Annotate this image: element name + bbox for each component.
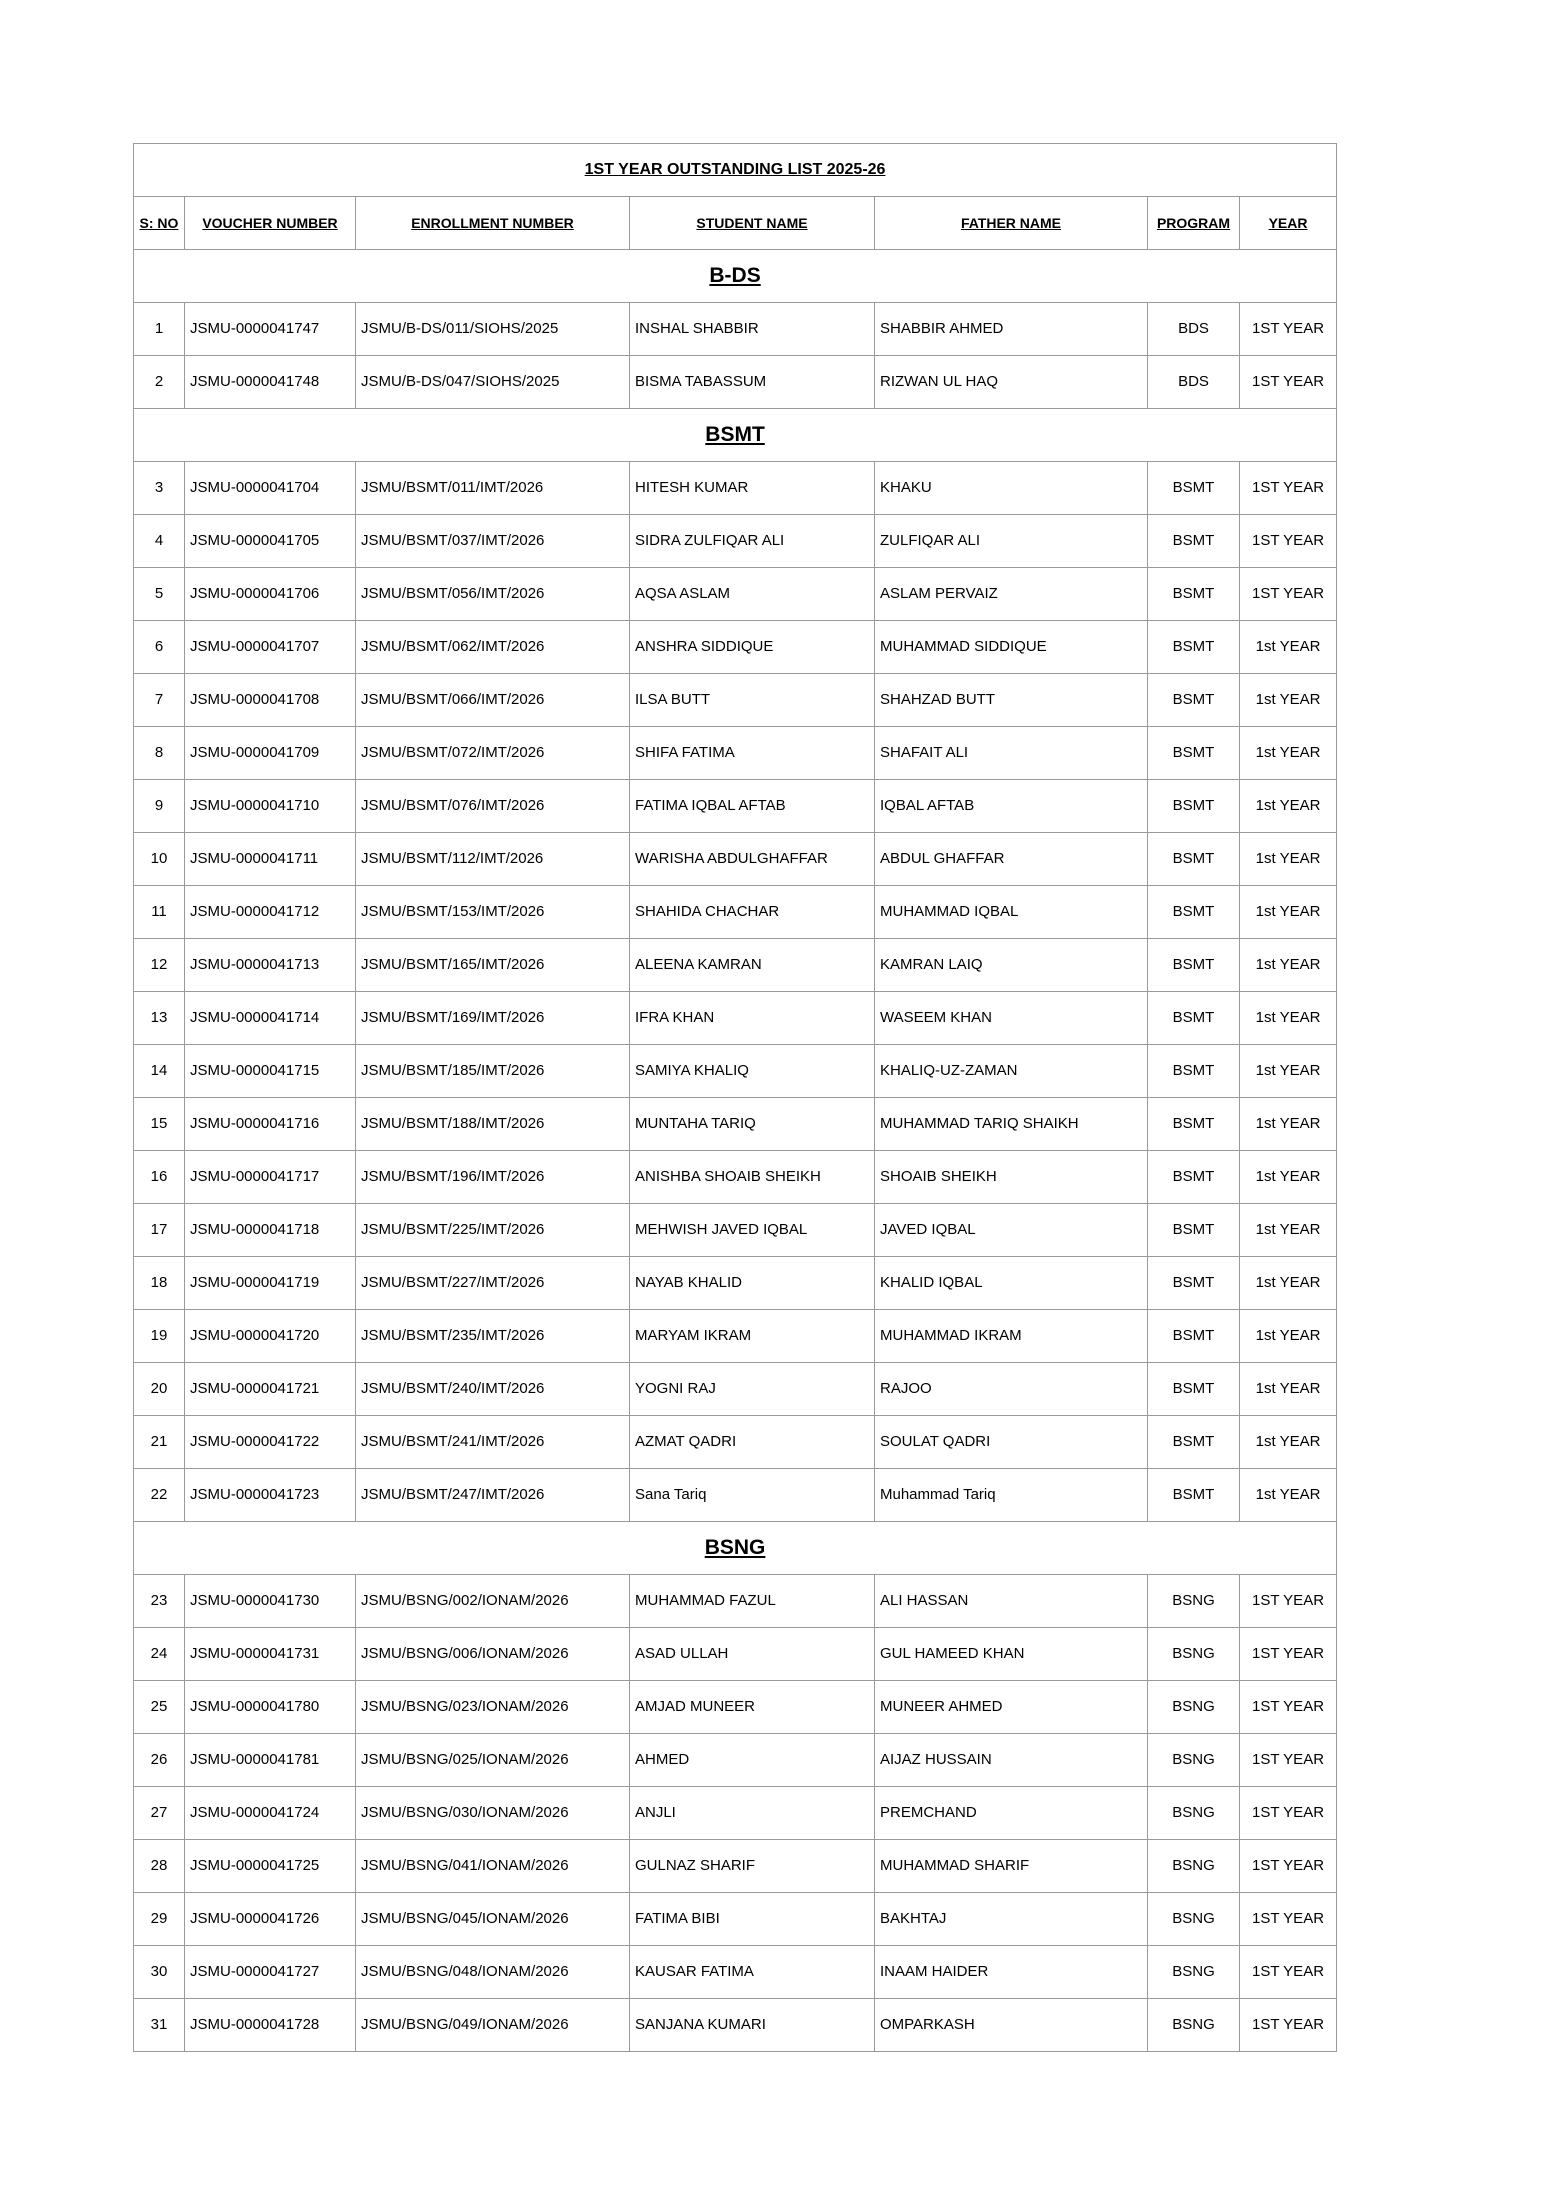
serial-number: 28 [134, 1840, 185, 1893]
serial-number: 7 [134, 674, 185, 727]
student-name: GULNAZ SHARIF [630, 1840, 875, 1893]
serial-number: 2 [134, 356, 185, 409]
program: BSNG [1148, 1999, 1240, 2052]
enrollment-number: JSMU/BSNG/023/IONAM/2026 [356, 1681, 630, 1734]
year: 1st YEAR [1240, 1469, 1337, 1522]
enrollment-number: JSMU/BSNG/025/IONAM/2026 [356, 1734, 630, 1787]
student-name: AZMAT QADRI [630, 1416, 875, 1469]
voucher-number: JSMU-0000041720 [185, 1310, 356, 1363]
father-name: SHAHZAD BUTT [875, 674, 1148, 727]
student-name: FATIMA IQBAL AFTAB [630, 780, 875, 833]
serial-number: 22 [134, 1469, 185, 1522]
father-name: BAKHTAJ [875, 1893, 1148, 1946]
enrollment-number: JSMU/BSMT/165/IMT/2026 [356, 939, 630, 992]
enrollment-number: JSMU/BSNG/006/IONAM/2026 [356, 1628, 630, 1681]
table-row [134, 356, 1337, 409]
serial-number: 29 [134, 1893, 185, 1946]
father-name: ZULFIQAR ALI [875, 515, 1148, 568]
father-name: WASEEM KHAN [875, 992, 1148, 1045]
father-name: SHAFAIT ALI [875, 727, 1148, 780]
table-row [134, 674, 1337, 727]
serial-number: 25 [134, 1681, 185, 1734]
year: 1ST YEAR [1240, 515, 1337, 568]
table-row [134, 780, 1337, 833]
enrollment-number: JSMU/BSNG/002/IONAM/2026 [356, 1575, 630, 1628]
year-header: YEAR [1240, 197, 1337, 250]
voucher-number: JSMU-0000041723 [185, 1469, 356, 1522]
year: 1st YEAR [1240, 1310, 1337, 1363]
enrollment-number: JSMU/BSMT/196/IMT/2026 [356, 1151, 630, 1204]
program: BSMT [1148, 939, 1240, 992]
year: 1ST YEAR [1240, 1946, 1337, 1999]
program: BSNG [1148, 1681, 1240, 1734]
table-row [134, 303, 1337, 356]
voucher-number: JSMU-0000041725 [185, 1840, 356, 1893]
enrollment-number: JSMU/BSMT/037/IMT/2026 [356, 515, 630, 568]
serial-number: 16 [134, 1151, 185, 1204]
table-row [134, 1098, 1337, 1151]
program: BSMT [1148, 780, 1240, 833]
father-name: INAAM HAIDER [875, 1946, 1148, 1999]
serial-number: 26 [134, 1734, 185, 1787]
voucher-number: JSMU-0000041718 [185, 1204, 356, 1257]
student-name: AMJAD MUNEER [630, 1681, 875, 1734]
table-row [134, 621, 1337, 674]
serial-number: 24 [134, 1628, 185, 1681]
student-name: ILSA BUTT [630, 674, 875, 727]
year: 1st YEAR [1240, 674, 1337, 727]
serial-number: 14 [134, 1045, 185, 1098]
father-name: SHABBIR AHMED [875, 303, 1148, 356]
student-name: ANJLI [630, 1787, 875, 1840]
program: BSNG [1148, 1840, 1240, 1893]
program: BSMT [1148, 833, 1240, 886]
serial-number: 12 [134, 939, 185, 992]
program: BSMT [1148, 992, 1240, 1045]
serial-number: 31 [134, 1999, 185, 2052]
voucher-number: JSMU-0000041707 [185, 621, 356, 674]
voucher-number: JSMU-0000041705 [185, 515, 356, 568]
year: 1st YEAR [1240, 1098, 1337, 1151]
program: BSMT [1148, 621, 1240, 674]
program: BSNG [1148, 1893, 1240, 1946]
year: 1ST YEAR [1240, 1681, 1337, 1734]
voucher-number: JSMU-0000041714 [185, 992, 356, 1045]
serial-number: 23 [134, 1575, 185, 1628]
enrollment-number: JSMU/BSNG/045/IONAM/2026 [356, 1893, 630, 1946]
serial-number: 20 [134, 1363, 185, 1416]
table-row [134, 1999, 1337, 2052]
student-name: ANISHBA SHOAIB SHEIKH [630, 1151, 875, 1204]
table-row [134, 1946, 1337, 1999]
year: 1st YEAR [1240, 1151, 1337, 1204]
enrollment-number-header: ENROLLMENT NUMBER [356, 197, 630, 250]
voucher-number: JSMU-0000041719 [185, 1257, 356, 1310]
student-name: YOGNI RAJ [630, 1363, 875, 1416]
father-name: OMPARKASH [875, 1999, 1148, 2052]
father-name: MUNEER AHMED [875, 1681, 1148, 1734]
program: BSMT [1148, 1416, 1240, 1469]
serial-number: 3 [134, 462, 185, 515]
table-row [134, 1787, 1337, 1840]
program: BSMT [1148, 1310, 1240, 1363]
enrollment-number: JSMU/BSMT/066/IMT/2026 [356, 674, 630, 727]
program: BDS [1148, 356, 1240, 409]
year: 1ST YEAR [1240, 303, 1337, 356]
program: BSNG [1148, 1946, 1240, 1999]
year: 1ST YEAR [1240, 568, 1337, 621]
father-name: ABDUL GHAFFAR [875, 833, 1148, 886]
student-name: ALEENA KAMRAN [630, 939, 875, 992]
father-name: PREMCHAND [875, 1787, 1148, 1840]
student-name: SANJANA KUMARI [630, 1999, 875, 2052]
father-name: ASLAM PERVAIZ [875, 568, 1148, 621]
student-name: NAYAB KHALID [630, 1257, 875, 1310]
program: BSMT [1148, 886, 1240, 939]
table-row [134, 1575, 1337, 1628]
section-row [134, 409, 1337, 462]
father-name: KHALID IQBAL [875, 1257, 1148, 1310]
section-row [134, 250, 1337, 303]
voucher-number: JSMU-0000041731 [185, 1628, 356, 1681]
voucher-number: JSMU-0000041708 [185, 674, 356, 727]
program: BSMT [1148, 1045, 1240, 1098]
voucher-number: JSMU-0000041711 [185, 833, 356, 886]
year: 1st YEAR [1240, 833, 1337, 886]
year: 1st YEAR [1240, 939, 1337, 992]
year: 1st YEAR [1240, 992, 1337, 1045]
father-name: MUHAMMAD TARIQ SHAIKH [875, 1098, 1148, 1151]
year: 1ST YEAR [1240, 1840, 1337, 1893]
voucher-number: JSMU-0000041712 [185, 886, 356, 939]
outstanding-list-sheet [133, 143, 1336, 2052]
serial-number: 19 [134, 1310, 185, 1363]
student-name: WARISHA ABDULGHAFFAR [630, 833, 875, 886]
page-title: 1ST YEAR OUTSTANDING LIST 2025-26 [134, 144, 1337, 197]
student-name: SAMIYA KHALIQ [630, 1045, 875, 1098]
table-row [134, 1893, 1337, 1946]
table-row [134, 1363, 1337, 1416]
program: BSMT [1148, 674, 1240, 727]
table-row [134, 727, 1337, 780]
program: BSMT [1148, 1257, 1240, 1310]
enrollment-number: JSMU/BSMT/241/IMT/2026 [356, 1416, 630, 1469]
father-name: AIJAZ HUSSAIN [875, 1734, 1148, 1787]
enrollment-number: JSMU/BSMT/056/IMT/2026 [356, 568, 630, 621]
student-name: FATIMA BIBI [630, 1893, 875, 1946]
voucher-number: JSMU-0000041716 [185, 1098, 356, 1151]
father-name: MUHAMMAD SIDDIQUE [875, 621, 1148, 674]
father-name: MUHAMMAD IKRAM [875, 1310, 1148, 1363]
enrollment-number: JSMU/BSMT/225/IMT/2026 [356, 1204, 630, 1257]
father-name: SOULAT QADRI [875, 1416, 1148, 1469]
enrollment-number: JSMU/BSNG/030/IONAM/2026 [356, 1787, 630, 1840]
year: 1st YEAR [1240, 727, 1337, 780]
table-row [134, 886, 1337, 939]
student-name: SIDRA ZULFIQAR ALI [630, 515, 875, 568]
program: BSMT [1148, 568, 1240, 621]
year: 1ST YEAR [1240, 1628, 1337, 1681]
voucher-number-header: VOUCHER NUMBER [185, 197, 356, 250]
program: BSMT [1148, 1469, 1240, 1522]
enrollment-number: JSMU/BSMT/227/IMT/2026 [356, 1257, 630, 1310]
program: BSMT [1148, 462, 1240, 515]
serial-number: 27 [134, 1787, 185, 1840]
student-name: SHAHIDA CHACHAR [630, 886, 875, 939]
year: 1ST YEAR [1240, 1999, 1337, 2052]
table-row [134, 515, 1337, 568]
table-row [134, 568, 1337, 621]
section-heading: BSNG [134, 1522, 1337, 1575]
year: 1st YEAR [1240, 886, 1337, 939]
student-name: MUNTAHA TARIQ [630, 1098, 875, 1151]
enrollment-number: JSMU/BSNG/049/IONAM/2026 [356, 1999, 630, 2052]
year: 1st YEAR [1240, 1257, 1337, 1310]
enrollment-number: JSMU/BSMT/076/IMT/2026 [356, 780, 630, 833]
student-name: HITESH KUMAR [630, 462, 875, 515]
enrollment-number: JSMU/B-DS/047/SIOHS/2025 [356, 356, 630, 409]
student-name: MARYAM IKRAM [630, 1310, 875, 1363]
year: 1st YEAR [1240, 1363, 1337, 1416]
father-name: ALI HASSAN [875, 1575, 1148, 1628]
program: BSNG [1148, 1787, 1240, 1840]
program: BSMT [1148, 515, 1240, 568]
voucher-number: JSMU-0000041717 [185, 1151, 356, 1204]
enrollment-number: JSMU/BSMT/247/IMT/2026 [356, 1469, 630, 1522]
enrollment-number: JSMU/BSMT/153/IMT/2026 [356, 886, 630, 939]
table-row [134, 1204, 1337, 1257]
father-name: SHOAIB SHEIKH [875, 1151, 1148, 1204]
voucher-number: JSMU-0000041724 [185, 1787, 356, 1840]
father-name-header: FATHER NAME [875, 197, 1148, 250]
table-row [134, 1416, 1337, 1469]
father-name: KHALIQ-UZ-ZAMAN [875, 1045, 1148, 1098]
student-name: Sana Tariq [630, 1469, 875, 1522]
student-name: AQSA ASLAM [630, 568, 875, 621]
serial-number: 30 [134, 1946, 185, 1999]
voucher-number: JSMU-0000041706 [185, 568, 356, 621]
father-name: GUL HAMEED KHAN [875, 1628, 1148, 1681]
student-name: MUHAMMAD FAZUL [630, 1575, 875, 1628]
program: BSMT [1148, 1363, 1240, 1416]
section-row [134, 1522, 1337, 1575]
student-name-header: STUDENT NAME [630, 197, 875, 250]
table-row [134, 939, 1337, 992]
voucher-number: JSMU-0000041728 [185, 1999, 356, 2052]
table-row [134, 1469, 1337, 1522]
serial-number: 21 [134, 1416, 185, 1469]
serial-number: 10 [134, 833, 185, 886]
table-row [134, 462, 1337, 515]
sno-header: S: NO [134, 197, 185, 250]
year: 1ST YEAR [1240, 1575, 1337, 1628]
table-row [134, 1840, 1337, 1893]
enrollment-number: JSMU/BSNG/048/IONAM/2026 [356, 1946, 630, 1999]
father-name: KAMRAN LAIQ [875, 939, 1148, 992]
section-heading: B-DS [134, 250, 1337, 303]
father-name: IQBAL AFTAB [875, 780, 1148, 833]
serial-number: 15 [134, 1098, 185, 1151]
year: 1ST YEAR [1240, 356, 1337, 409]
enrollment-number: JSMU/BSMT/072/IMT/2026 [356, 727, 630, 780]
serial-number: 6 [134, 621, 185, 674]
year: 1ST YEAR [1240, 462, 1337, 515]
serial-number: 4 [134, 515, 185, 568]
outstanding-list-table [133, 143, 1337, 2052]
program: BSMT [1148, 1098, 1240, 1151]
voucher-number: JSMU-0000041781 [185, 1734, 356, 1787]
serial-number: 8 [134, 727, 185, 780]
table-row [134, 1628, 1337, 1681]
student-name: IFRA KHAN [630, 992, 875, 1045]
father-name: RIZWAN UL HAQ [875, 356, 1148, 409]
enrollment-number: JSMU/BSMT/188/IMT/2026 [356, 1098, 630, 1151]
program: BSNG [1148, 1575, 1240, 1628]
enrollment-number: JSMU/B-DS/011/SIOHS/2025 [356, 303, 630, 356]
enrollment-number: JSMU/BSMT/062/IMT/2026 [356, 621, 630, 674]
father-name: RAJOO [875, 1363, 1148, 1416]
student-name: ASAD ULLAH [630, 1628, 875, 1681]
serial-number: 5 [134, 568, 185, 621]
student-name: BISMA TABASSUM [630, 356, 875, 409]
year: 1ST YEAR [1240, 1787, 1337, 1840]
enrollment-number: JSMU/BSNG/041/IONAM/2026 [356, 1840, 630, 1893]
enrollment-number: JSMU/BSMT/169/IMT/2026 [356, 992, 630, 1045]
year: 1ST YEAR [1240, 1734, 1337, 1787]
program-header: PROGRAM [1148, 197, 1240, 250]
table-row [134, 1310, 1337, 1363]
student-name: KAUSAR FATIMA [630, 1946, 875, 1999]
table-row [134, 1734, 1337, 1787]
voucher-number: JSMU-0000041780 [185, 1681, 356, 1734]
enrollment-number: JSMU/BSMT/235/IMT/2026 [356, 1310, 630, 1363]
table-row [134, 1681, 1337, 1734]
program: BSMT [1148, 1204, 1240, 1257]
student-name: AHMED [630, 1734, 875, 1787]
program: BSMT [1148, 727, 1240, 780]
program: BSMT [1148, 1151, 1240, 1204]
voucher-number: JSMU-0000041747 [185, 303, 356, 356]
voucher-number: JSMU-0000041709 [185, 727, 356, 780]
father-name: MUHAMMAD SHARIF [875, 1840, 1148, 1893]
program: BSNG [1148, 1734, 1240, 1787]
table-row [134, 1045, 1337, 1098]
serial-number: 1 [134, 303, 185, 356]
voucher-number: JSMU-0000041748 [185, 356, 356, 409]
year: 1st YEAR [1240, 780, 1337, 833]
student-name: MEHWISH JAVED IQBAL [630, 1204, 875, 1257]
year: 1st YEAR [1240, 1416, 1337, 1469]
table-row [134, 992, 1337, 1045]
year: 1st YEAR [1240, 1204, 1337, 1257]
voucher-number: JSMU-0000041710 [185, 780, 356, 833]
voucher-number: JSMU-0000041726 [185, 1893, 356, 1946]
student-name: ANSHRA SIDDIQUE [630, 621, 875, 674]
enrollment-number: JSMU/BSMT/112/IMT/2026 [356, 833, 630, 886]
section-heading: BSMT [134, 409, 1337, 462]
voucher-number: JSMU-0000041704 [185, 462, 356, 515]
year: 1st YEAR [1240, 1045, 1337, 1098]
student-name: SHIFA FATIMA [630, 727, 875, 780]
program: BSNG [1148, 1628, 1240, 1681]
father-name: Muhammad Tariq [875, 1469, 1148, 1522]
table-body [134, 250, 1337, 2052]
father-name: KHAKU [875, 462, 1148, 515]
voucher-number: JSMU-0000041713 [185, 939, 356, 992]
father-name: JAVED IQBAL [875, 1204, 1148, 1257]
serial-number: 13 [134, 992, 185, 1045]
table-row [134, 833, 1337, 886]
table-row [134, 1151, 1337, 1204]
serial-number: 11 [134, 886, 185, 939]
enrollment-number: JSMU/BSMT/185/IMT/2026 [356, 1045, 630, 1098]
voucher-number: JSMU-0000041715 [185, 1045, 356, 1098]
voucher-number: JSMU-0000041721 [185, 1363, 356, 1416]
father-name: MUHAMMAD IQBAL [875, 886, 1148, 939]
serial-number: 9 [134, 780, 185, 833]
title-row [134, 144, 1337, 197]
serial-number: 17 [134, 1204, 185, 1257]
program: BDS [1148, 303, 1240, 356]
enrollment-number: JSMU/BSMT/240/IMT/2026 [356, 1363, 630, 1416]
voucher-number: JSMU-0000041722 [185, 1416, 356, 1469]
student-name: INSHAL SHABBIR [630, 303, 875, 356]
year: 1st YEAR [1240, 621, 1337, 674]
voucher-number: JSMU-0000041727 [185, 1946, 356, 1999]
year: 1ST YEAR [1240, 1893, 1337, 1946]
table-row [134, 1257, 1337, 1310]
serial-number: 18 [134, 1257, 185, 1310]
column-header-row [134, 197, 1337, 250]
enrollment-number: JSMU/BSMT/011/IMT/2026 [356, 462, 630, 515]
voucher-number: JSMU-0000041730 [185, 1575, 356, 1628]
